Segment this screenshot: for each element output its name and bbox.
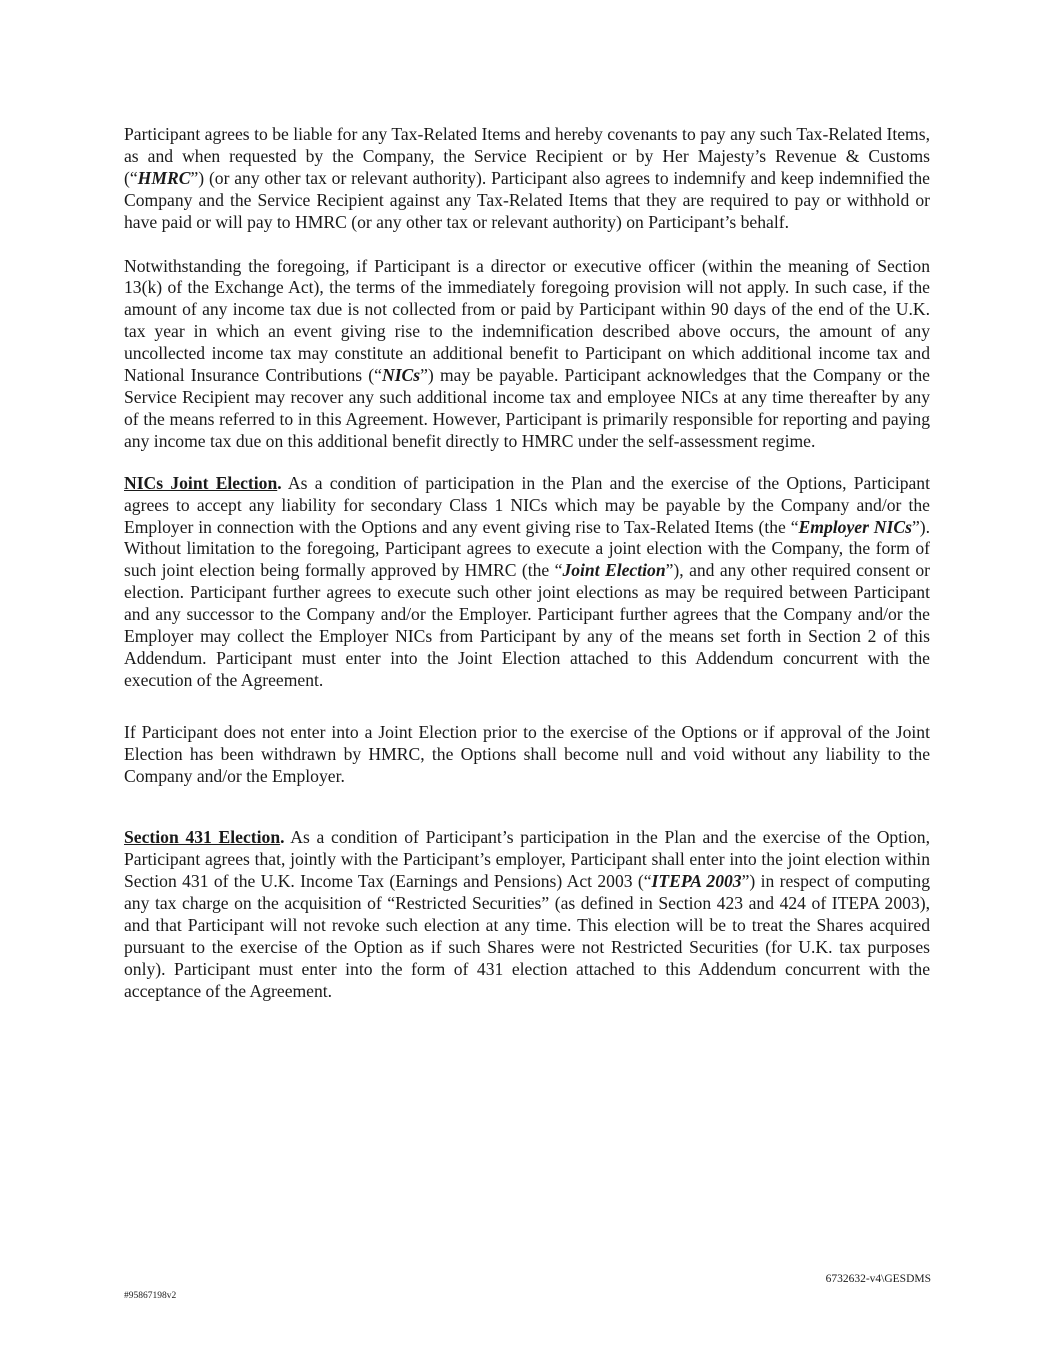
paragraph-text: As a condition of Participant’s participation in the Plan and the exercise of the Option, Participant agrees that, jointly with the Participant’s employer, Participant shall enter into the joint election within Section 431 of the U.K. Income Tax (Earnings and Pensions) Act 2003 (“ bbox=[124, 827, 930, 892]
paragraph-tax-liability bbox=[124, 124, 930, 234]
defined-term-joint-election: Joint Election bbox=[562, 560, 666, 581]
section-heading bbox=[124, 827, 285, 847]
paragraph-director-exception bbox=[124, 256, 930, 453]
paragraph-text: If Participant does not enter into a Joint Election prior to the exercise of the Options or if approval of the Joint Election has been withdrawn by HMRC, the Options shall become null and void without any liability to the Company and/or the Employer. bbox=[124, 721, 930, 786]
document-body bbox=[124, 124, 930, 1003]
section-heading-text: NICs Joint Election bbox=[124, 472, 278, 493]
defined-term-hmrc: HMRC bbox=[137, 167, 191, 188]
heading-period: . bbox=[277, 472, 282, 493]
footer-document-id-left: #95867198v2 bbox=[124, 1291, 177, 1301]
section-heading bbox=[124, 473, 282, 493]
paragraph-text: ”) may be payable. Participant acknowledges that the Company or the Service Recipient may recover any such additional income tax and employee NICs at any time thereafter by any of the means referred to in this Agreement. However, Participant is primarily responsible for reporting and paying any income tax due on this additional benefit directly to HMRC under the self-assessment regime. bbox=[124, 365, 930, 451]
paragraph-text: ”) (or any other tax or relevant authority). Participant also agrees to indemnify and keep indemnified the Company and the Service Recipient against any Tax-Related Items that they are required to pay or withhold or have paid or will pay to HMRC (or any other tax or relevant authority) on Participant’s behalf. bbox=[124, 167, 930, 232]
heading-period: . bbox=[280, 827, 285, 848]
paragraph-section-431-election bbox=[124, 827, 930, 1002]
paragraph-text: ”). Without limitation to the foregoing, Participant agrees to execute a joint election with the Company, the form of such joint election being formally approved by HMRC (the “ bbox=[124, 516, 931, 581]
defined-term-nics: NICs bbox=[381, 365, 421, 386]
paragraph-text: As a condition of participation in the Plan and the exercise of the Options, Participant agrees to accept any liability for secondary Class 1 NICs which may be payable by the Company and/or the Employer in connection with the Options and any event giving rise to Tax-Related Items (the “ bbox=[124, 472, 930, 537]
paragraph-text: Participant agrees to be liable for any Tax-Related Items and hereby covenants to pay any such Tax-Related Items, as and when requested by the Company, the Service Recipient or by Her Majesty’s Revenue & Customs (“ bbox=[124, 124, 930, 188]
paragraph-text: ”) in respect of computing any tax charge on the acquisition of “Restricted Securities” (as defined in Section 423 and 424 of ITEPA 2003), and that Participant will not revoke such election at any time. This election will be to treat the Shares acquired pursuant to the exercise of the Option as if such Shares were not Restricted Securities (for U.K. tax purposes only). Participant must enter into the form of 431 election attached to this Addendum concurrent with the acceptance of the Agreement. bbox=[124, 871, 930, 1001]
paragraph-no-joint-election bbox=[124, 722, 930, 788]
defined-term-itepa-2003: ITEPA 2003 bbox=[651, 871, 742, 892]
section-heading-text: Section 431 Election bbox=[124, 827, 281, 848]
paragraph-text: Notwithstanding the foregoing, if Participant is a director or executive officer (within the meaning of Section 13(k) of the Exchange Act), the terms of the immediately foregoing provision will not apply. In such case, if the amount of any income tax due is not collected from or paid by Participant within 90 days of the end of the U.K. tax year in which an event giving rise to the indemnification described above occurs, the amount of any uncollected income tax may constitute an additional benefit to Participant on which additional income tax and National Insurance Contributions (“ bbox=[124, 255, 930, 386]
defined-term-employer-nics: Employer NICs bbox=[798, 516, 912, 537]
paragraph-text: ”), and any other required consent or election. Participant further agrees to execute such other joint elections as may be required between Participant and any successor to the Company and/or the Employer. Participant further agrees that the Company and/or the Employer may collect the Employer NICs from Participant by any of the means set forth in Section 2 of this Addendum. Participant must enter into the Joint Election attached to this Addendum concurrent with the execution of the Agreement. bbox=[124, 560, 931, 690]
footer-document-id-right: 6732632-v4\GESDMS bbox=[825, 1273, 931, 1285]
paragraph-nics-joint-election bbox=[124, 473, 930, 692]
